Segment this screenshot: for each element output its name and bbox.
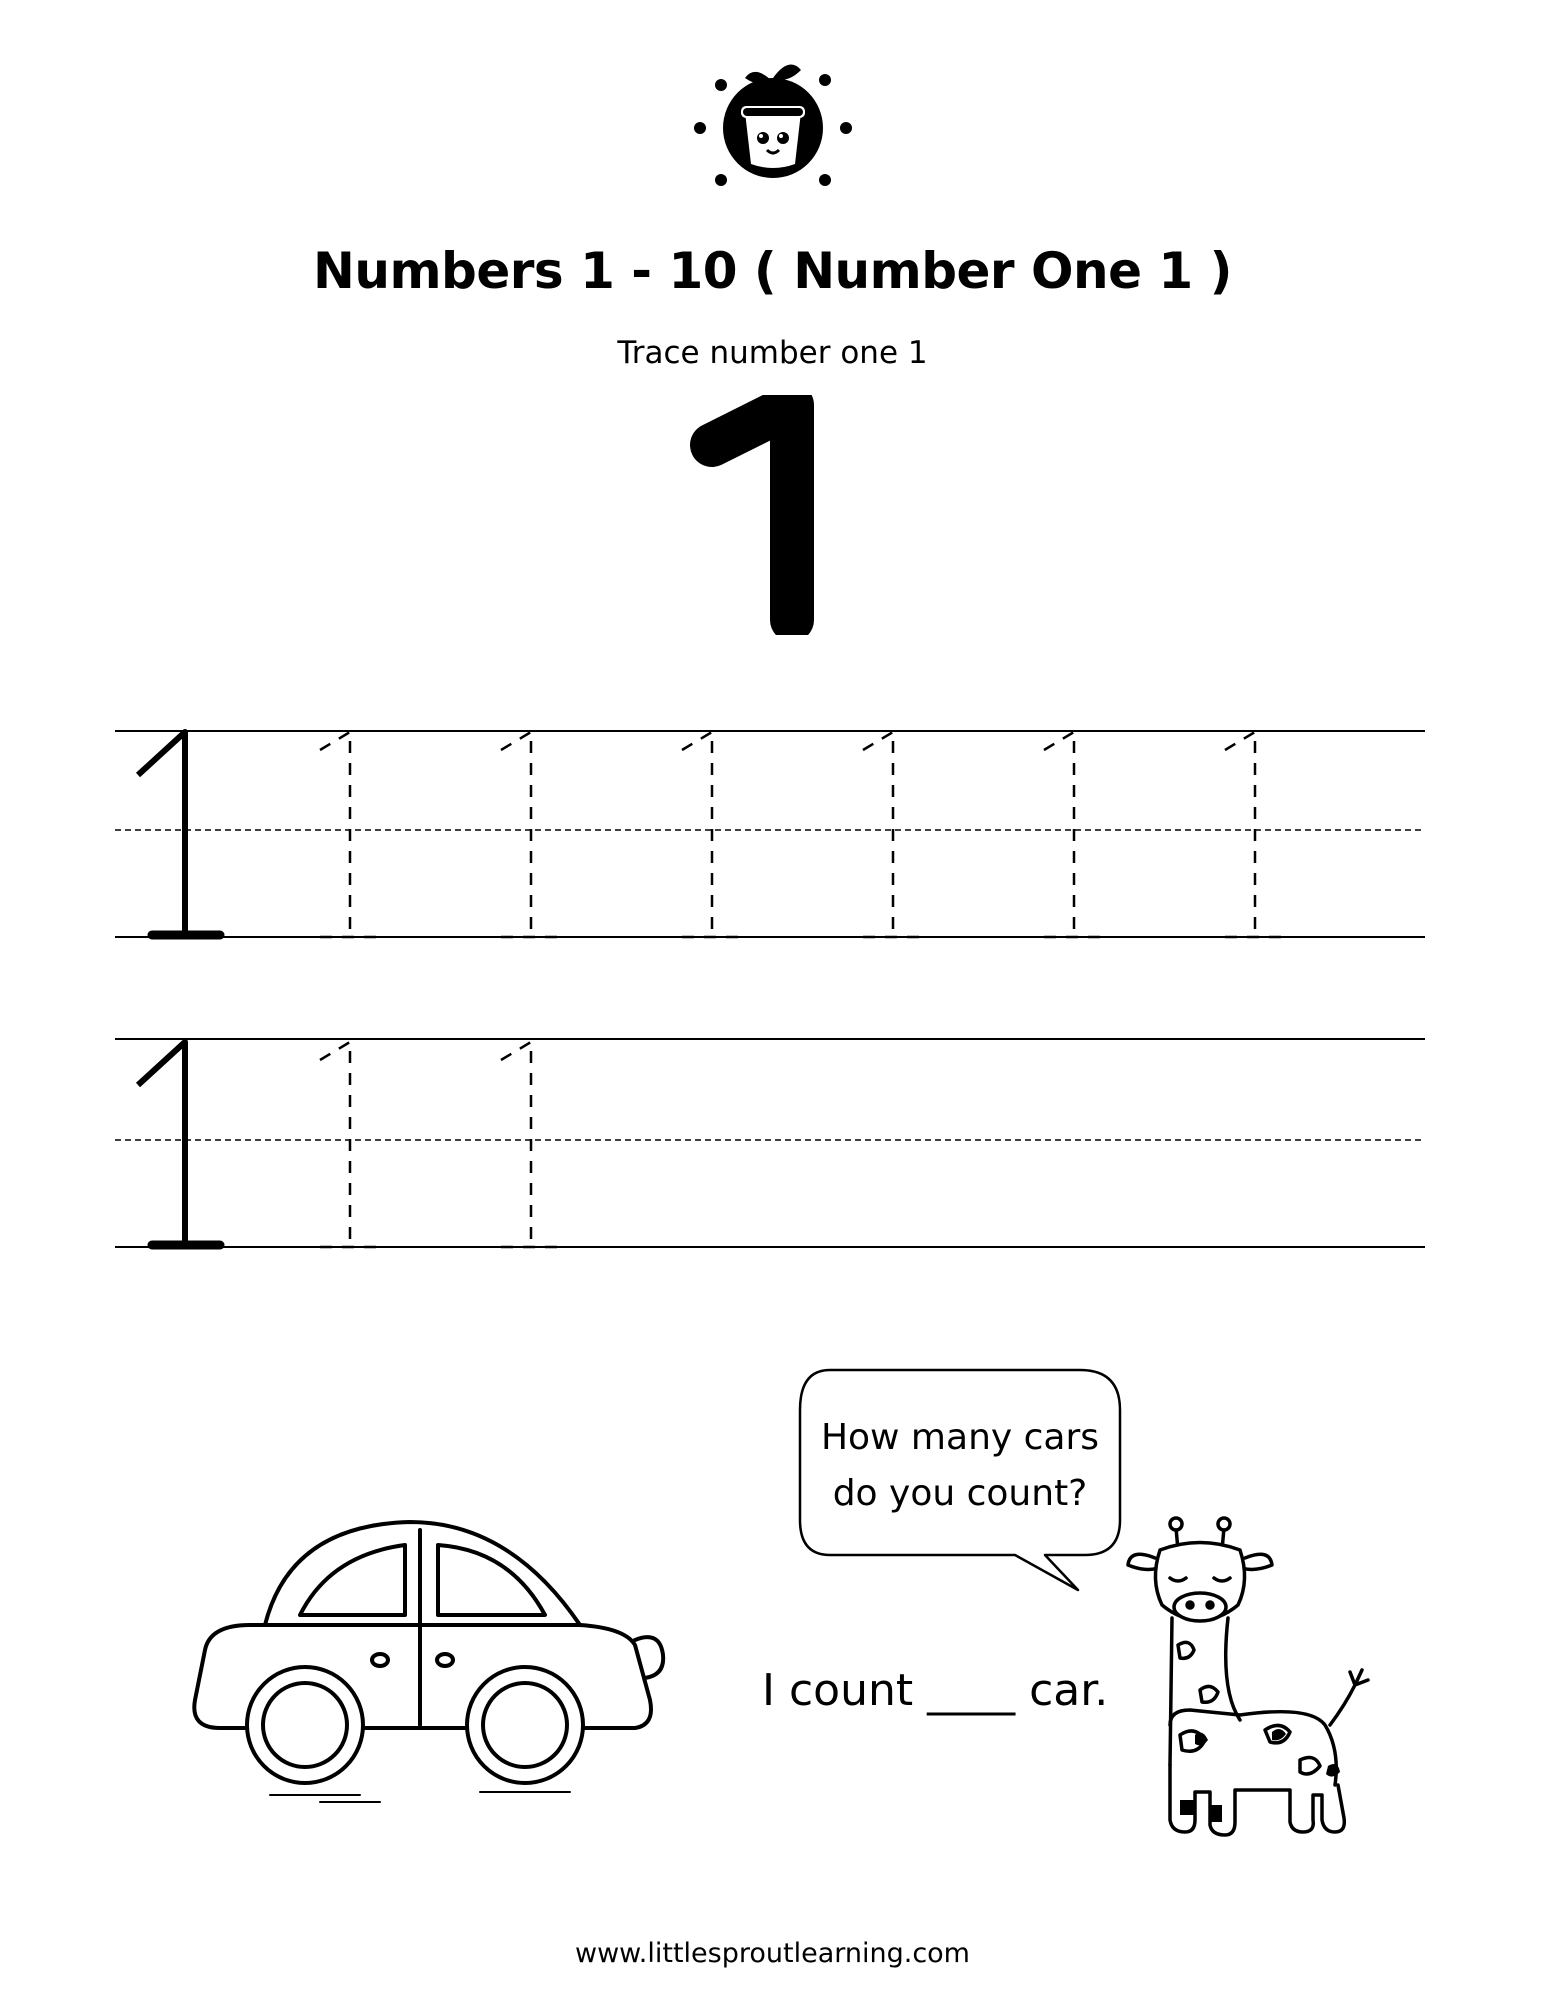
tracing-numeral-one[interactable] bbox=[320, 1042, 382, 1247]
tracing-row-1[interactable] bbox=[0, 720, 1545, 940]
count-answer-sentence[interactable]: I count ____ car. bbox=[762, 1665, 1109, 1716]
counting-question bbox=[800, 1410, 1120, 1522]
model-numeral-one bbox=[672, 395, 882, 635]
tracing-numeral-one[interactable] bbox=[1044, 732, 1106, 937]
tracing-numeral-one[interactable] bbox=[863, 732, 925, 937]
model-one-stroke bbox=[138, 1042, 220, 1245]
tracing-numeral-one[interactable] bbox=[1225, 732, 1287, 937]
tracing-numeral-one[interactable] bbox=[501, 732, 563, 937]
worksheet-title: Numbers 1 - 10 ( Number One 1 ) bbox=[313, 242, 1232, 300]
tracing-numeral-one[interactable] bbox=[501, 1042, 563, 1247]
tracing-numeral-one[interactable] bbox=[682, 732, 744, 937]
giraffe-illustration bbox=[1110, 1510, 1380, 1850]
tracing-row-2[interactable] bbox=[0, 1030, 1545, 1250]
model-one-stroke bbox=[138, 732, 220, 935]
tracing-numeral-one[interactable] bbox=[320, 732, 382, 937]
worksheet-instruction: Trace number one 1 bbox=[617, 335, 928, 371]
footer-website-url[interactable]: www.littlesproutlearning.com bbox=[575, 1938, 970, 1969]
car-illustration bbox=[180, 1500, 680, 1810]
question-line-2: do you count? bbox=[832, 1473, 1088, 1514]
question-line-1: How many cars bbox=[820, 1417, 1100, 1458]
sprout-pot-logo-icon bbox=[683, 50, 863, 200]
